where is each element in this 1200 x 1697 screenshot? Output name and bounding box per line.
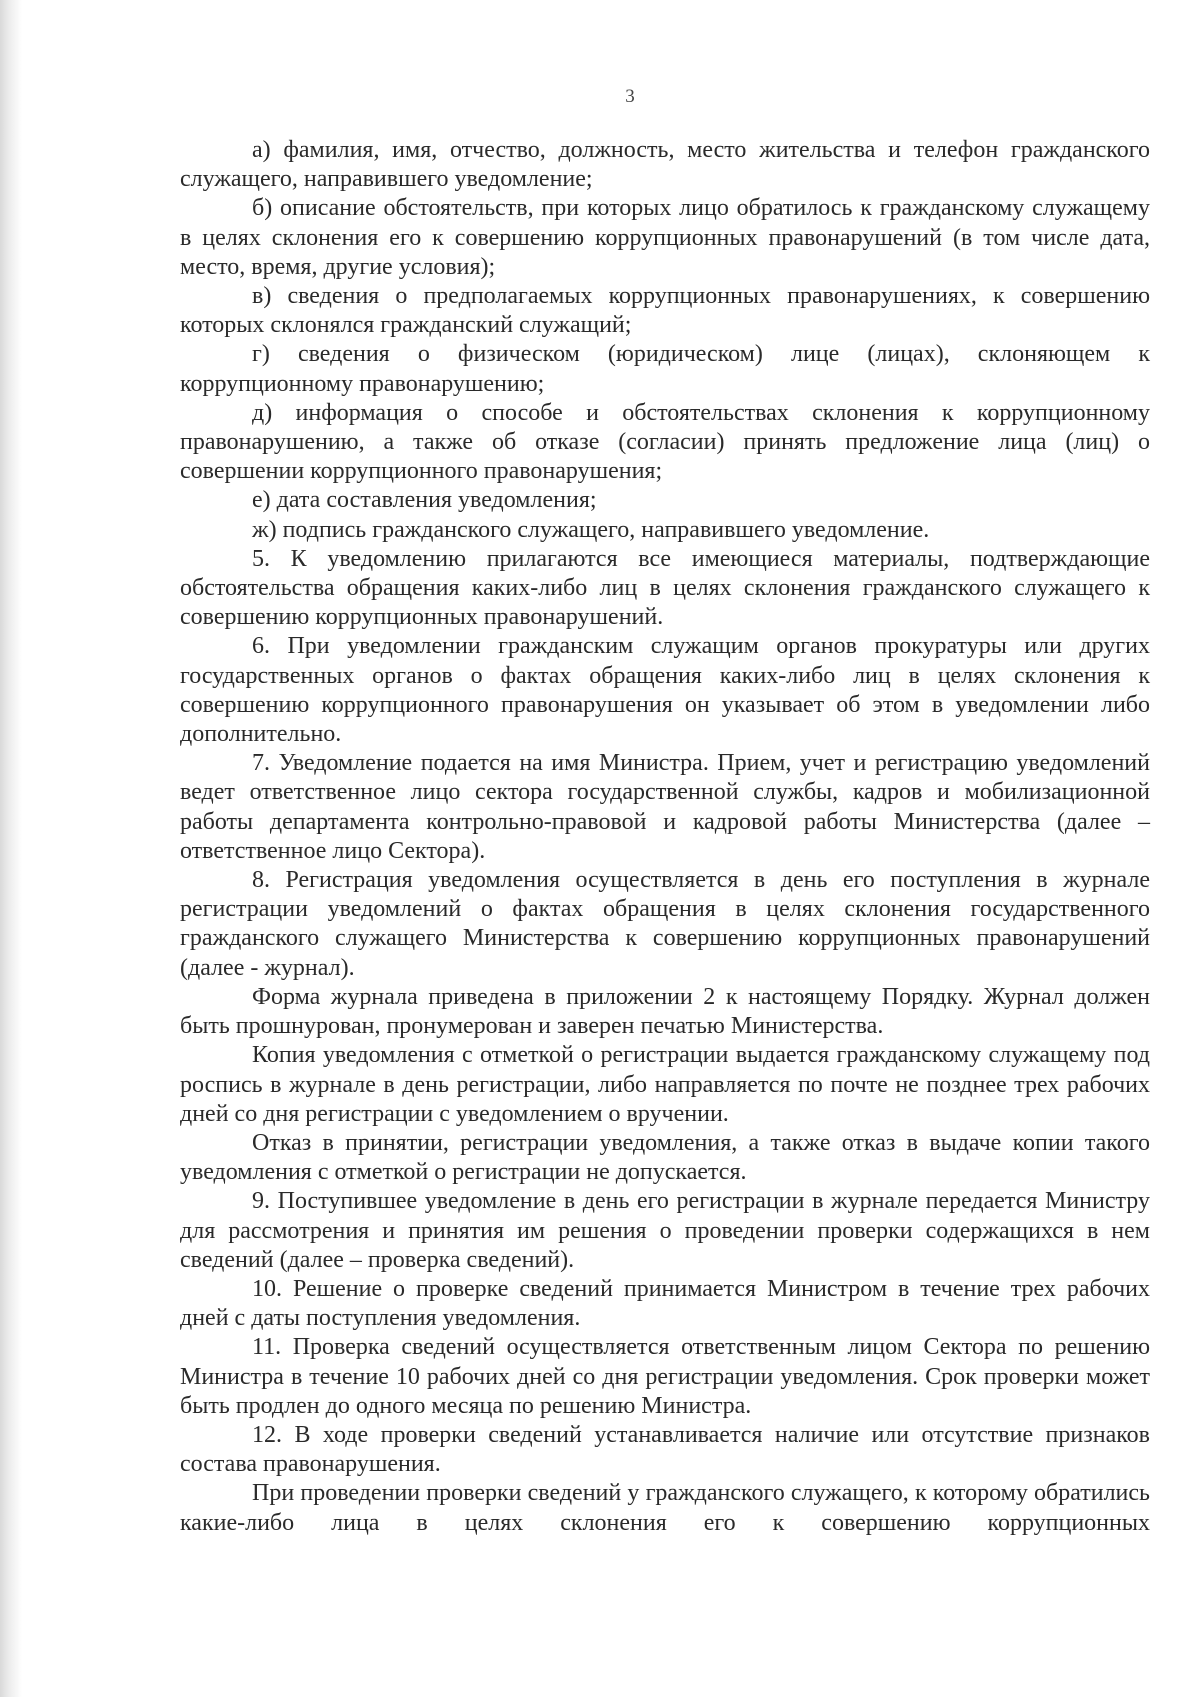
paragraph-9: 9. Поступившее уведомление в день его регистрации в журнале передается Министру для рассмотрения и принятия им решения о проведении проверки содержащихся в нем сведений (далее – проверка сведений). [180, 1188, 1150, 1273]
paragraph-6: 6. При уведомлении гражданским служащим органов прокуратуры или других государственных органов о фактах обращения каких-либо лиц в целях склонения к совершению коррупционного правонарушения он указывает об этом в уведомлении либо дополнительно. [180, 633, 1150, 748]
paragraph-g: г) сведения о физическом (юридическом) лице (лицах), склоняющем к коррупционному правонарушению; [180, 341, 1150, 397]
paragraph-8: 8. Регистрация уведомления осуществляется в день его поступления в журнале регистрации уведомлений о фактах обращения в целях склонения государственного гражданского служащего Министерства к совершению коррупционных правонарушений (далее - журнал). [180, 867, 1150, 981]
paragraph-12: 12. В ходе проверки сведений устанавливается наличие или отсутствие признаков состава правонарушения. [180, 1421, 1150, 1478]
paragraph-a: а) фамилия, имя, отчество, должность, место жительства и телефон гражданского служащего, направившего уведомление; [180, 137, 1150, 193]
paragraph-10: 10. Решение о проверке сведений принимается Министром в течение трех рабочих дней с даты поступления уведомления. [180, 1275, 1150, 1332]
paragraph-b: б) описание обстоятельств, при которых лицо обратилось к гражданскому служащему в целях склонения его к совершению коррупционных правонарушений (в том числе дата, место, время, другие условия); [180, 195, 1150, 280]
paragraph-check-conduct: При проведении проверки сведений у гражданского служащего, к которому обратились какие-либо лица в целях склонения его к совершению коррупционных [180, 1480, 1150, 1536]
paragraph-7: 7. Уведомление подается на имя Министра. Прием, учет и регистрацию уведомлений ведет ответственное лицо сектора государственной службы, кадров и мобилизационной работы департамента контрольно-правовой и кадровой работы Министерства (далее – ответственное лицо Сектора). [180, 750, 1150, 864]
paragraph-5: 5. К уведомлению прилагаются все имеющиеся материалы, подтверждающие обстоятельства обращения каких-либо лиц в целях склонения гражданского служащего к совершению коррупционных правонарушений. [180, 545, 1150, 631]
paragraph-zh: ж) подпись гражданского служащего, направившего уведомление. [252, 516, 930, 543]
paragraph-11: 11. Проверка сведений осуществляется ответственным лицом Сектора по решению Министра в течение 10 рабочих дней со дня регистрации уведомления. Срок проверки может быть продлен до одного месяца по решению Министра. [180, 1334, 1150, 1419]
paragraph-journal-form: Форма журнала приведена в приложении 2 к настоящему Порядку. Журнал должен быть прошнурован, пронумерован и заверен печатью Министерства. [180, 983, 1150, 1040]
page-number: 3 [625, 86, 635, 107]
scan-edge-shadow [0, 0, 22, 1697]
paragraph-e: е) дата составления уведомления; [252, 487, 597, 514]
paragraph-v: в) сведения о предполагаемых коррупционных правонарушениях, к совершению которых склонялся гражданский служащий; [180, 283, 1150, 339]
paragraph-d: д) информация о способе и обстоятельствах склонения к коррупционному правонарушению, а также об отказе (согласии) принять предложение лица (лиц) о совершении коррупционного правонарушения; [180, 399, 1150, 485]
paragraph-copy: Копия уведомления с отметкой о регистрации выдается гражданскому служащему под роспись в журнале в день регистрации, либо направляется по почте не позднее трех рабочих дней со дня регистрации с уведомлением о вручении. [180, 1042, 1150, 1127]
document-body [180, 136, 1150, 1538]
paragraph-refusal: Отказ в принятии, регистрации уведомления, а также отказ в выдаче копии такого уведомления с отметкой о регистрации не допускается. [180, 1129, 1150, 1186]
